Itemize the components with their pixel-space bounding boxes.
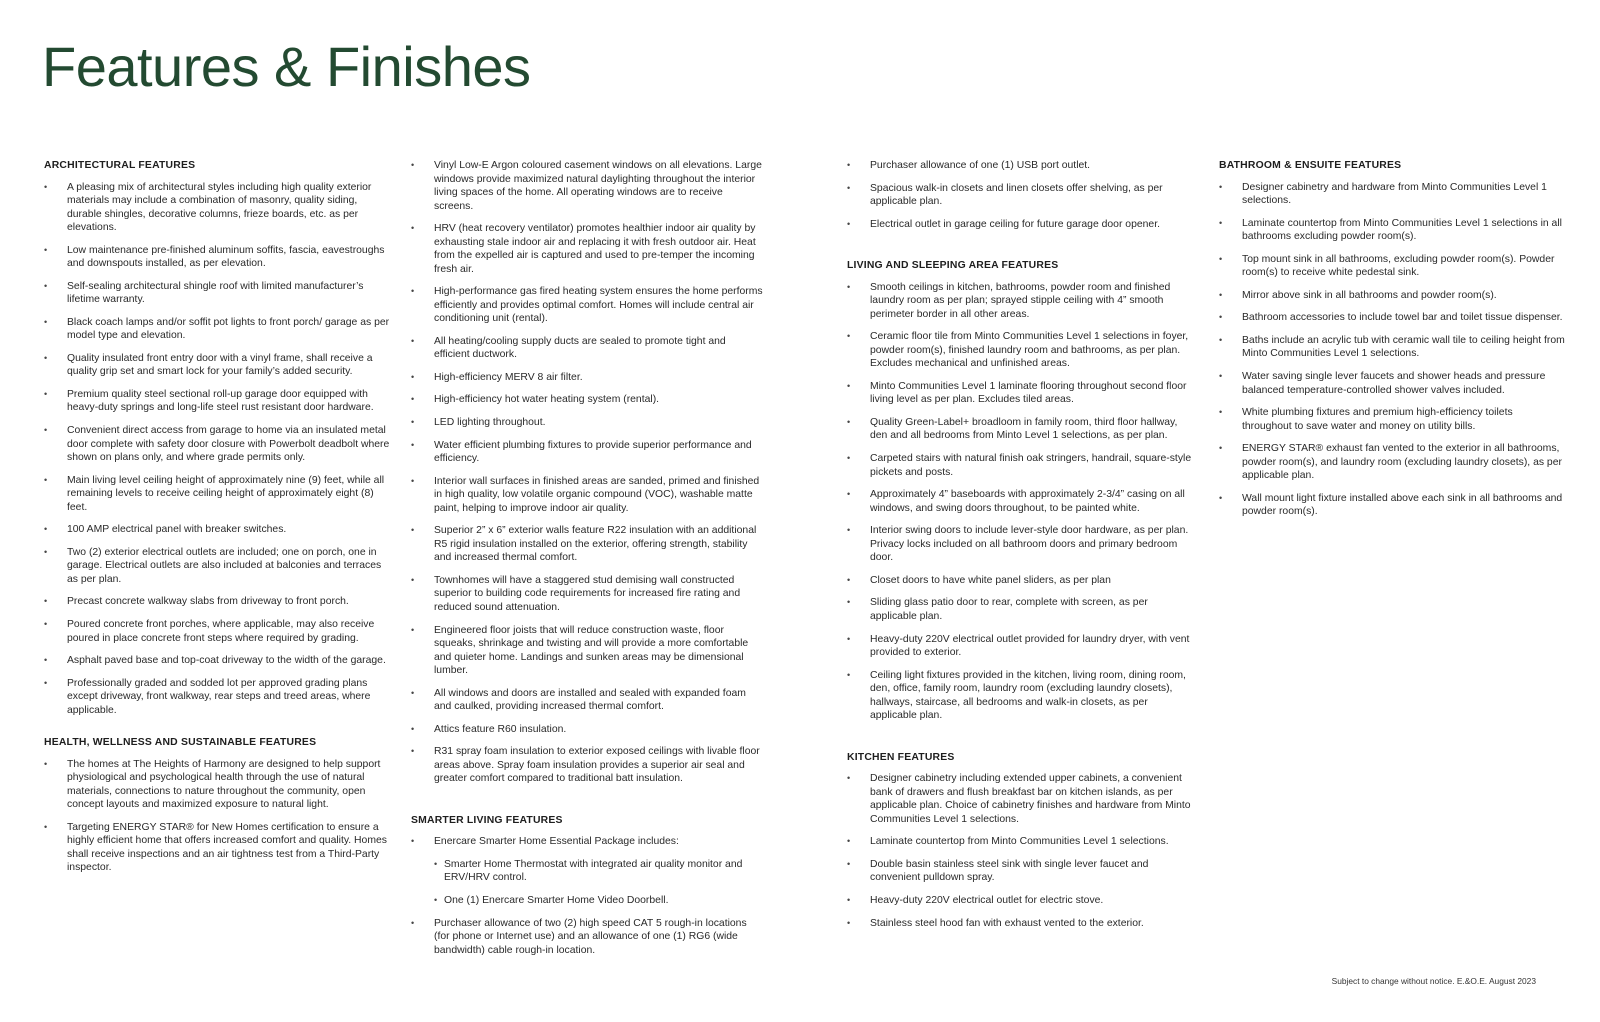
features-column-2 bbox=[411, 159, 763, 966]
feature-item: • Engineered floor joists that will reduce construction waste, floor squeaks, shrinkage and twisting and will provide a more comfortable and quieter home. Landings and sunken areas may be dimensional lumber. bbox=[411, 624, 763, 678]
kitchen-features-section bbox=[847, 751, 1197, 930]
feature-item: • Sliding glass patio door to rear, complete with screen, as per applicable plan. bbox=[847, 596, 1197, 623]
feature-item: • Convenient direct access from garage to home via an insulated metal door complete with safety door closure with Powerbolt deadbolt where shown on plans only, and where grade permits only. bbox=[44, 424, 392, 465]
feature-item: • R31 spray foam insulation to exterior exposed ceilings with livable floor areas above. Spray foam insulation provides a superior air seal and greater comfort compared to traditional batt insulation. bbox=[411, 745, 763, 786]
section-heading: ARCHITECTURAL FEATURES bbox=[44, 160, 196, 171]
feature-item: • Double basin stainless steel sink with single lever faucet and convenient pulldown spray. bbox=[847, 858, 1197, 885]
feature-item: • LED lighting throughout. bbox=[411, 416, 763, 430]
feature-item: • High-efficiency MERV 8 air filter. bbox=[411, 371, 763, 385]
feature-item: • 100 AMP electrical panel with breaker switches. bbox=[44, 523, 392, 537]
feature-item: • Poured concrete front porches, where applicable, may also receive poured in place concrete front steps where required by grading. bbox=[44, 618, 392, 645]
feature-item: • High-efficiency hot water heating system (rental). bbox=[411, 393, 763, 407]
feature-item: • Townhomes will have a staggered stud demising wall constructed superior to building code requirements for increased fire rating and reduced sound attenuation. bbox=[411, 574, 763, 615]
features-column-3 bbox=[847, 159, 1197, 939]
feature-item: • HRV (heat recovery ventilator) promotes healthier indoor air quality by exhausting stale indoor air and replacing it with fresh outdoor air. Heat from the expelled air is captured and used to pre-temper the incoming fresh air. bbox=[411, 222, 763, 276]
feature-item: • Premium quality steel sectional roll-up garage door equipped with heavy-duty springs and long-life steel rust resistant door hardware. bbox=[44, 388, 392, 415]
feature-item: • Spacious walk-in closets and linen closets offer shelving, as per applicable plan. bbox=[847, 182, 1197, 209]
feature-item: • Asphalt paved base and top-coat driveway to the width of the garage. bbox=[44, 654, 392, 668]
feature-item: • Professionally graded and sodded lot per approved grading plans except driveway, front walkway, rear steps and treed areas, where applicable. bbox=[44, 677, 392, 718]
living-sleeping-section bbox=[847, 259, 1197, 722]
section-heading: KITCHEN FEATURES bbox=[847, 751, 955, 763]
feature-item: • Stainless steel hood fan with exhaust vented to the exterior. bbox=[847, 917, 1197, 931]
electrical-features-section bbox=[847, 159, 1197, 231]
disclaimer-note: Subject to change without notice. E.&O.E. August 2023 bbox=[1331, 976, 1536, 986]
sub-feature-item: • Smarter Home Thermostat with integrated air quality monitor and ERV/HRV control. bbox=[434, 858, 763, 885]
feature-item: • Water saving single lever faucets and shower heads and pressure balanced temperature-controlled shower valves included. bbox=[1219, 370, 1565, 397]
feature-item: • Low maintenance pre-finished aluminum soffits, fascia, eavestroughs and downspouts installed, as per elevation. bbox=[44, 244, 392, 271]
feature-item: • Black coach lamps and/or soffit pot lights to front porch/ garage as per model type and elevation. bbox=[44, 316, 392, 343]
smarter-living-section bbox=[411, 814, 763, 957]
health-wellness-section bbox=[44, 736, 392, 875]
feature-item: • The homes at The Heights of Harmony are designed to help support physiological and psychological health through the use of natural materials, connections to nature throughout the community, open concept layouts and maximized exposure to natural light. bbox=[44, 758, 392, 812]
feature-item bbox=[411, 835, 763, 907]
feature-item: • Laminate countertop from Minto Communities Level 1 selections. bbox=[847, 835, 1197, 849]
feature-item: • ENERGY STAR® exhaust fan vented to the exterior in all bathrooms, powder room(s), and laundry room (excluding laundry closets), as per applicable plan. bbox=[1219, 442, 1565, 483]
feature-item: • Attics feature R60 insulation. bbox=[411, 723, 763, 737]
building-features-section bbox=[411, 159, 763, 786]
section-heading: HEALTH, WELLNESS AND SUSTAINABLE FEATURES bbox=[44, 737, 317, 749]
feature-item: • Quality insulated front entry door with a vinyl frame, shall receive a quality grip set and smart lock for your family’s added security. bbox=[44, 352, 392, 379]
bathroom-ensuite-section bbox=[1219, 159, 1565, 519]
feature-item: • Water efficient plumbing fixtures to provide superior performance and efficiency. bbox=[411, 439, 763, 466]
features-column-4 bbox=[1219, 159, 1565, 528]
feature-item: • Targeting ENERGY STAR® for New Homes certification to ensure a highly efficient home that offers increased comfort and quality. Homes shall receive inspections and an air tightness test from a Third-Party inspector. bbox=[44, 821, 392, 875]
feature-item: • White plumbing fixtures and premium high-efficiency toilets throughout to save water and money on utility bills. bbox=[1219, 406, 1565, 433]
feature-item: • Wall mount light fixture installed above each sink in all bathrooms and powder room(s). bbox=[1219, 492, 1565, 519]
feature-item: • Interior swing doors to include lever-style door hardware, as per plan. Privacy locks included on all bathroom doors and primary bedroom door. bbox=[847, 524, 1197, 565]
feature-item: • Superior 2” x 6” exterior walls feature R22 insulation with an additional R5 rigid insulation installed on the exterior, offering strength, stability and increased thermal comfort. bbox=[411, 524, 763, 565]
feature-item: • Precast concrete walkway slabs from driveway to front porch. bbox=[44, 595, 392, 609]
feature-item: • Two (2) exterior electrical outlets are included; one on porch, one in garage. Electrical outlets are also included at balconies and terraces as per plan. bbox=[44, 546, 392, 587]
feature-item: • Baths include an acrylic tub with ceramic wall tile to ceiling height from Minto Communities Level 1 selections. bbox=[1219, 334, 1565, 361]
feature-item: • Purchaser allowance of two (2) high speed CAT 5 rough-in locations (for phone or Internet use) and an allowance of one (1) RG6 (wide bandwidth) cable rough-in location. bbox=[411, 917, 763, 958]
feature-item: • All windows and doors are installed and sealed with expanded foam and caulked, providing increased thermal comfort. bbox=[411, 687, 763, 714]
feature-item: • Designer cabinetry and hardware from Minto Communities Level 1 selections. bbox=[1219, 181, 1565, 208]
features-column-1 bbox=[44, 159, 392, 884]
feature-item: • Approximately 4” baseboards with approximately 2-3/4” casing on all windows, and swing doors throughout, to be painted white. bbox=[847, 488, 1197, 515]
feature-item: • Designer cabinetry including extended upper cabinets, a convenient bank of drawers and flush breakfast bar on kitchen islands, as per applicable plan. Choice of cabinetry finishes and hardware from Minto Communities Level 1 selections. bbox=[847, 772, 1197, 826]
feature-item-text: Enercare Smarter Home Essential Package includes: bbox=[434, 836, 679, 848]
feature-item: • Top mount sink in all bathrooms, excluding powder room(s). Powder room(s) to receive white pedestal sink. bbox=[1219, 253, 1565, 280]
section-heading: LIVING AND SLEEPING AREA FEATURES bbox=[847, 260, 1059, 272]
feature-item: • Bathroom accessories to include towel bar and toilet tissue dispenser. bbox=[1219, 311, 1565, 325]
feature-item: • Ceramic floor tile from Minto Communities Level 1 selections in foyer, powder room(s), finished laundry room and bathrooms, as per plan. Excludes mechanical and unfinished areas. bbox=[847, 330, 1197, 371]
feature-item: • Interior wall surfaces in finished areas are sanded, primed and finished in high quality, low volatile organic compound (VOC), washable matte paint, helping to improve indoor air quality. bbox=[411, 475, 763, 516]
feature-item: • Closet doors to have white panel sliders, as per plan bbox=[847, 574, 1197, 588]
feature-item: • Carpeted stairs with natural finish oak stringers, handrail, square-style pickets and posts. bbox=[847, 452, 1197, 479]
page-title: Features & Finishes bbox=[42, 35, 531, 98]
feature-item: • All heating/cooling supply ducts are sealed to promote tight and efficient ductwork. bbox=[411, 335, 763, 362]
feature-item: • Main living level ceiling height of approximately nine (9) feet, while all remaining levels to receive ceiling height of approximately eight (8) feet. bbox=[44, 474, 392, 515]
architectural-features-section bbox=[44, 159, 392, 717]
feature-item: • Ceiling light fixtures provided in the kitchen, living room, dining room, den, office, family room, laundry room (excluding laundry closets), hallways, staircase, all bedrooms and walk-in closets, as per applicable plan. bbox=[847, 669, 1197, 723]
sub-feature-item: • One (1) Enercare Smarter Home Video Doorbell. bbox=[434, 894, 763, 908]
section-heading: SMARTER LIVING FEATURES bbox=[411, 814, 563, 826]
feature-item: • Self-sealing architectural shingle roof with limited manufacturer’s lifetime warranty. bbox=[44, 280, 392, 307]
feature-item: • Minto Communities Level 1 laminate flooring throughout second floor living level as per plan. Excludes tiled areas. bbox=[847, 380, 1197, 407]
feature-item: • Laminate countertop from Minto Communities Level 1 selections in all bathrooms excluding powder room(s). bbox=[1219, 217, 1565, 244]
feature-item: • Quality Green-Label+ broadloom in family room, third floor hallway, den and all bedrooms from Minto Level 1 selections, as per plan. bbox=[847, 416, 1197, 443]
feature-item: • Electrical outlet in garage ceiling for future garage door opener. bbox=[847, 218, 1197, 232]
feature-item: • Smooth ceilings in kitchen, bathrooms, powder room and finished laundry room as per plan; sprayed stipple ceiling with 4” smooth perimeter border in all other areas. bbox=[847, 281, 1197, 322]
feature-item: • Mirror above sink in all bathrooms and powder room(s). bbox=[1219, 289, 1565, 303]
feature-item: • Heavy-duty 220V electrical outlet provided for laundry dryer, with vent provided to exterior. bbox=[847, 633, 1197, 660]
feature-item: • Vinyl Low-E Argon coloured casement windows on all elevations. Large windows provide maximized natural daylighting throughout the interior living spaces of the home. All operating windows are to receive screens. bbox=[411, 159, 763, 213]
feature-item: • A pleasing mix of architectural styles including high quality exterior materials may include a combination of masonry, quality siding, durable shingles, decorative columns, frieze boards, etc. as per elevations. bbox=[44, 181, 392, 235]
section-heading: BATHROOM & ENSUITE FEATURES bbox=[1219, 160, 1402, 171]
feature-item: • Purchaser allowance of one (1) USB port outlet. bbox=[847, 159, 1197, 173]
feature-item: • Heavy-duty 220V electrical outlet for electric stove. bbox=[847, 894, 1197, 908]
feature-item: • High-performance gas fired heating system ensures the home performs efficiently and provides optimal comfort. Homes will include central air conditioning unit (rental). bbox=[411, 285, 763, 326]
